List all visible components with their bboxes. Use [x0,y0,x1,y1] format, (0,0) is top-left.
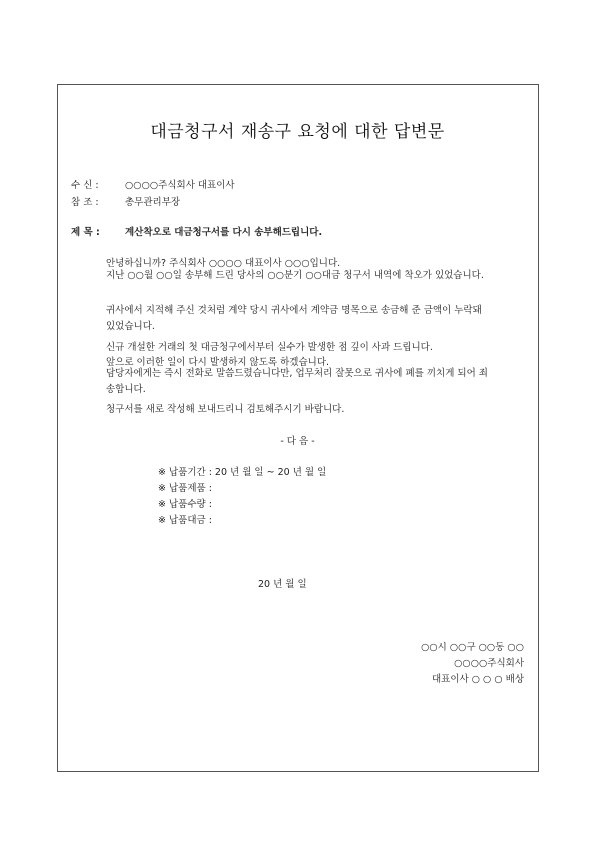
body-paragraph: 신규 개설한 거래의 첫 대금청구에서부터 실수가 발생한 점 깊이 사과 드립니다. [106,342,433,353]
body-paragraph: 청구서를 새로 작성해 보내드리니 검토해주시기 바랍니다. [106,404,345,415]
item-delivery-quantity: ※ 납품수량 : [158,499,212,510]
document-date: 20 년 월 일 [258,579,307,590]
recipient-value: ○○○○주식회사 대표이사 [125,180,235,191]
item-delivery-period: ※ 납품기간 : 20 년 월 일 ~ 20 년 월 일 [158,467,327,478]
sender-signature: 대표이사 ○ ○ ○ 배상 [431,674,524,685]
body-paragraph: 담당자에게는 즉시 전화로 말씀드렸습니다만, 업무처리 잘못으로 귀사에 폐를 끼치게 되어 죄송합니다. [106,368,488,395]
reference-label: 참 조 : [71,197,99,208]
subject-line [71,224,322,238]
recipient-line [71,177,235,191]
reference-line [71,194,180,208]
recipient-label: 수 신 : [71,180,99,191]
reference-value: 총무관리부장 [125,197,181,208]
body-paragraph: 귀사에서 지적해 주신 것처럼 계약 당시 귀사에서 계약금 명목으로 송금해 준 금액이 누락돼 있었습니다. [106,305,482,332]
sender-company: ○○○○주식회사 [454,658,524,669]
sender-address: ○○시 ○○구 ○○동 ○○ [421,642,524,653]
notice-heading: - 다 음 - [280,436,315,447]
subject-label: 제 목 : [71,227,100,238]
item-delivery-amount: ※ 납품대금 : [158,515,212,526]
body-paragraph: 앞으로 이러한 일이 다시 발생하지 않도록 하겠습니다. [106,357,330,368]
item-delivery-product: ※ 납품제품 : [158,483,212,494]
body-paragraph: 안녕하십니까? 주식회사 ○○○○ 대표이사 ○○○입니다. [106,258,341,269]
body-paragraph: 지난 ○○월 ○○일 송부해 드린 당사의 ○○분기 ○○대금 청구서 내역에 착오가 있었습니다. [106,270,484,281]
subject-value: 계산착오로 대금청구서를 다시 송부해드립니다. [125,227,323,238]
document-title: 대금청구서 재송구 요청에 대한 답변문 [150,122,445,142]
